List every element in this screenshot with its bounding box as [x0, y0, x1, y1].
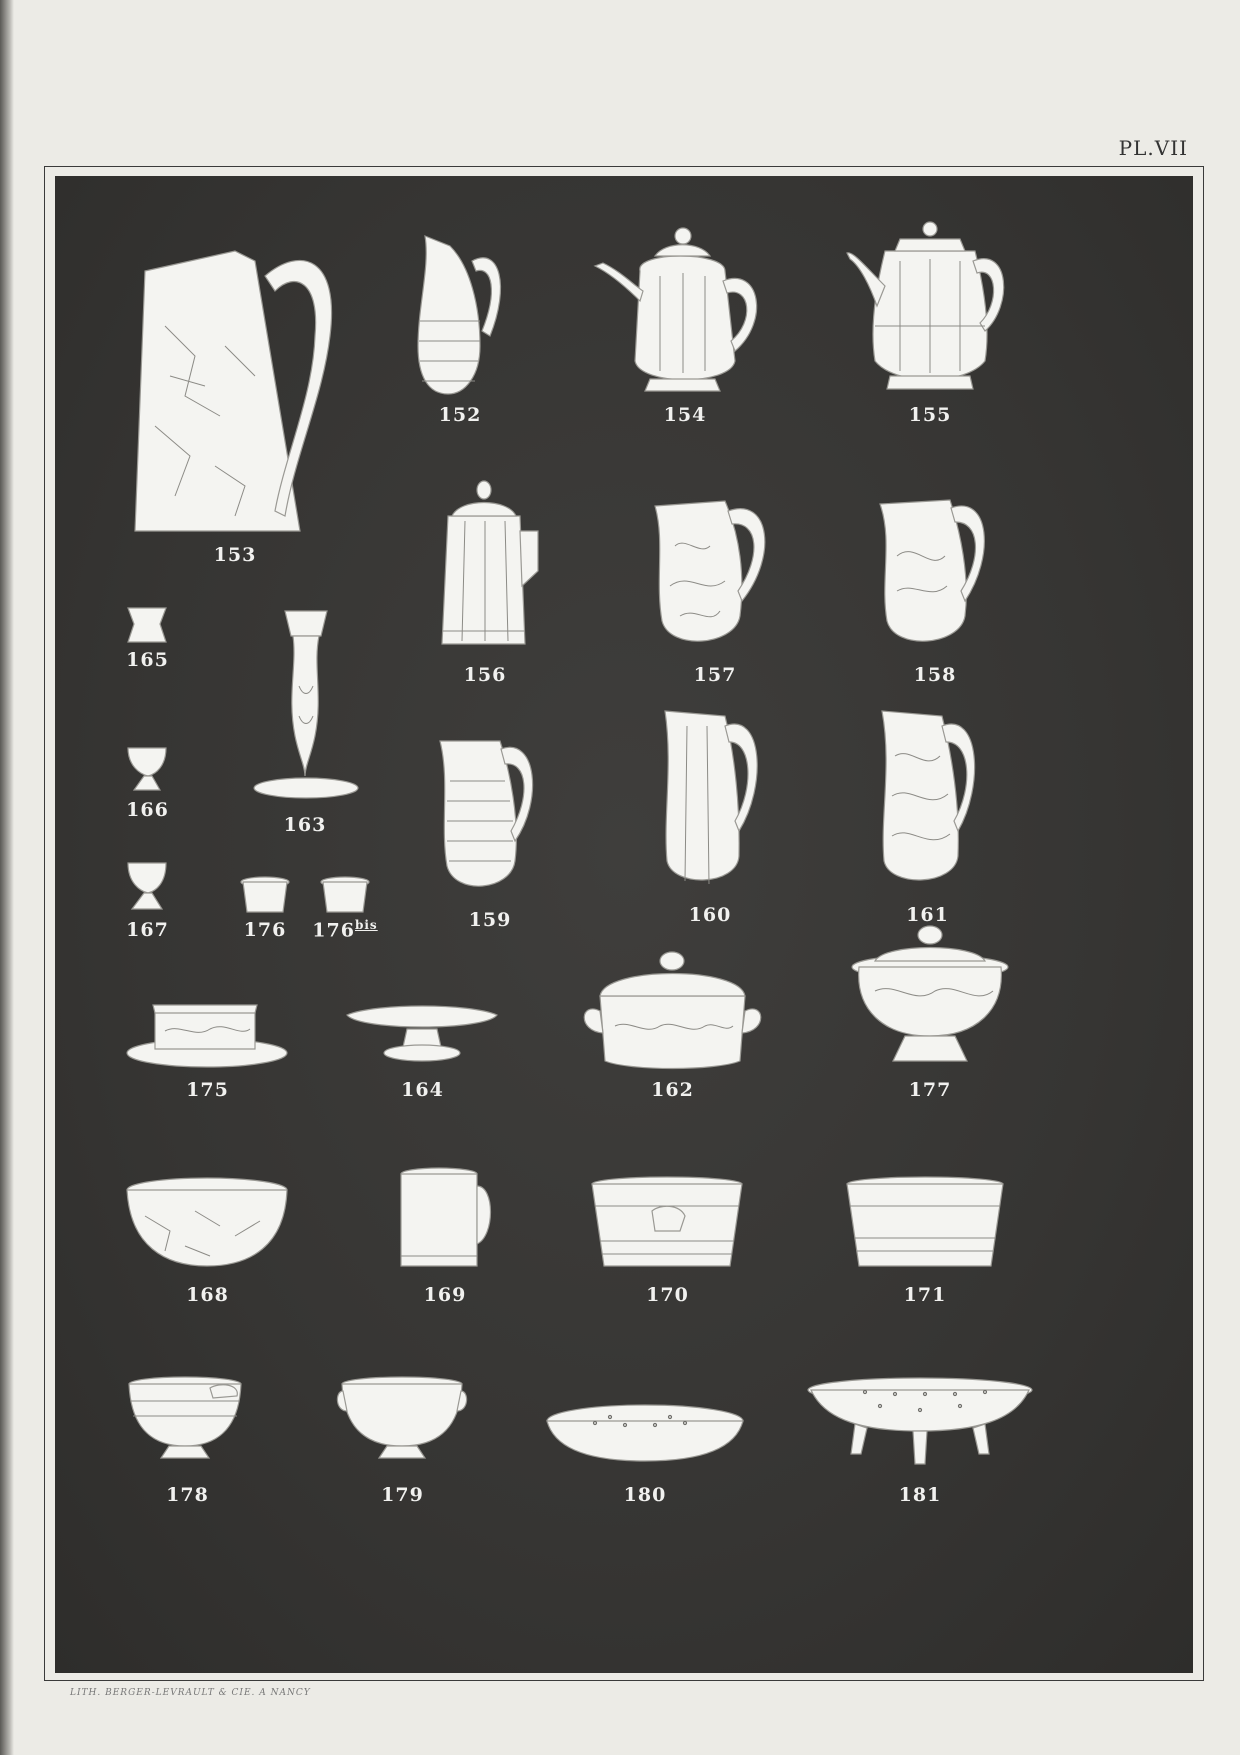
item-number: 176	[243, 919, 287, 941]
item-175	[125, 1001, 290, 1101]
item-number: 164	[401, 1079, 444, 1101]
coffee-pot-drawing	[845, 211, 1015, 396]
item-number: 163	[283, 814, 327, 836]
item-number: 162	[651, 1079, 694, 1101]
item-162	[575, 941, 770, 1101]
bowl-drawing	[125, 1176, 290, 1276]
cup-drawing	[125, 1376, 250, 1476]
egg-cup-drawing	[120, 746, 175, 794]
lugged-cup-drawing	[335, 1376, 470, 1476]
item-155	[845, 211, 1015, 426]
item-number: 171	[903, 1284, 947, 1306]
item-152	[410, 226, 510, 426]
item-158	[875, 486, 995, 686]
item-179	[335, 1376, 470, 1506]
item-number: 165	[126, 649, 169, 671]
item-156	[430, 476, 540, 686]
item-number: 167	[126, 919, 169, 941]
tub-drawing	[590, 1176, 745, 1276]
item-number: 180	[623, 1484, 667, 1506]
covered-dish-drawing	[575, 941, 770, 1071]
item-number: 178	[166, 1484, 209, 1506]
item-159	[435, 731, 545, 931]
item-177	[845, 921, 1015, 1101]
item-number: 170	[646, 1284, 689, 1306]
sugar-bowl-drawing	[845, 921, 1015, 1071]
item-170	[590, 1176, 745, 1306]
item-number: 153	[213, 544, 257, 566]
item-number: 158	[913, 664, 957, 686]
item-163	[245, 606, 365, 836]
item-161	[870, 706, 985, 926]
item-number: 177	[908, 1079, 952, 1101]
item-number: 156	[463, 664, 507, 686]
item-154	[595, 211, 775, 426]
item-168	[125, 1176, 290, 1306]
covered-coffee-pot-drawing	[430, 476, 540, 656]
item-180	[545, 1401, 745, 1506]
strainer-dish-drawing	[545, 1401, 745, 1476]
item-number: 169	[423, 1284, 467, 1306]
banded-jug-drawing	[410, 226, 510, 396]
wooden-tub-drawing	[845, 1176, 1005, 1276]
item-number: 181	[898, 1484, 942, 1506]
tall-ewer-drawing	[125, 226, 345, 536]
item-number: 166	[126, 799, 169, 821]
item-164	[345, 1001, 500, 1101]
item-169	[395, 1166, 495, 1306]
item-number: 161	[906, 904, 949, 926]
item-165	[120, 606, 175, 671]
item-number: 159	[468, 909, 512, 931]
teapot-drawing	[595, 211, 775, 396]
mug-drawing	[395, 1166, 495, 1276]
floral-jug-drawing	[650, 486, 780, 656]
item-number: 168	[186, 1284, 229, 1306]
ornate-jug-drawing	[870, 706, 985, 896]
item-176	[235, 876, 295, 941]
item-number: 155	[908, 404, 952, 426]
item-181	[805, 1376, 1035, 1506]
small-cup-drawing	[120, 606, 175, 646]
textured-jug-drawing	[435, 731, 545, 901]
leaf-jug-drawing	[875, 486, 995, 656]
book-binding-edge	[0, 0, 14, 1755]
item-153	[125, 226, 345, 566]
item-166	[120, 746, 175, 821]
item-number: 157	[693, 664, 737, 686]
plate-illustration	[55, 176, 1193, 1673]
item-176-bis	[310, 876, 380, 941]
footed-strainer-drawing	[805, 1376, 1035, 1476]
item-167	[120, 861, 175, 941]
item-number: 154	[663, 404, 707, 426]
comport-drawing	[345, 1001, 500, 1071]
item-number: 179	[381, 1484, 424, 1506]
item-number: 152	[438, 404, 482, 426]
small-pot-drawing	[235, 876, 295, 916]
footed-egg-cup-drawing	[120, 861, 175, 913]
butter-dish-drawing	[125, 1001, 290, 1071]
item-number: $176^{bis}$	[312, 917, 378, 941]
item-160	[655, 706, 765, 926]
item-171	[845, 1176, 1005, 1306]
item-number: 160	[688, 904, 732, 926]
item-number: 175	[186, 1079, 229, 1101]
small-pot-bis-drawing	[310, 876, 380, 916]
lithographer-imprint: LITH. BERGER-LEVRAULT & CIE. A NANCY	[70, 1688, 311, 1698]
item-178	[125, 1376, 250, 1506]
plate-number: PL.VII	[1118, 136, 1188, 160]
item-157	[650, 486, 780, 686]
candlestick-drawing	[245, 606, 365, 806]
paneled-jug-drawing	[655, 706, 765, 896]
